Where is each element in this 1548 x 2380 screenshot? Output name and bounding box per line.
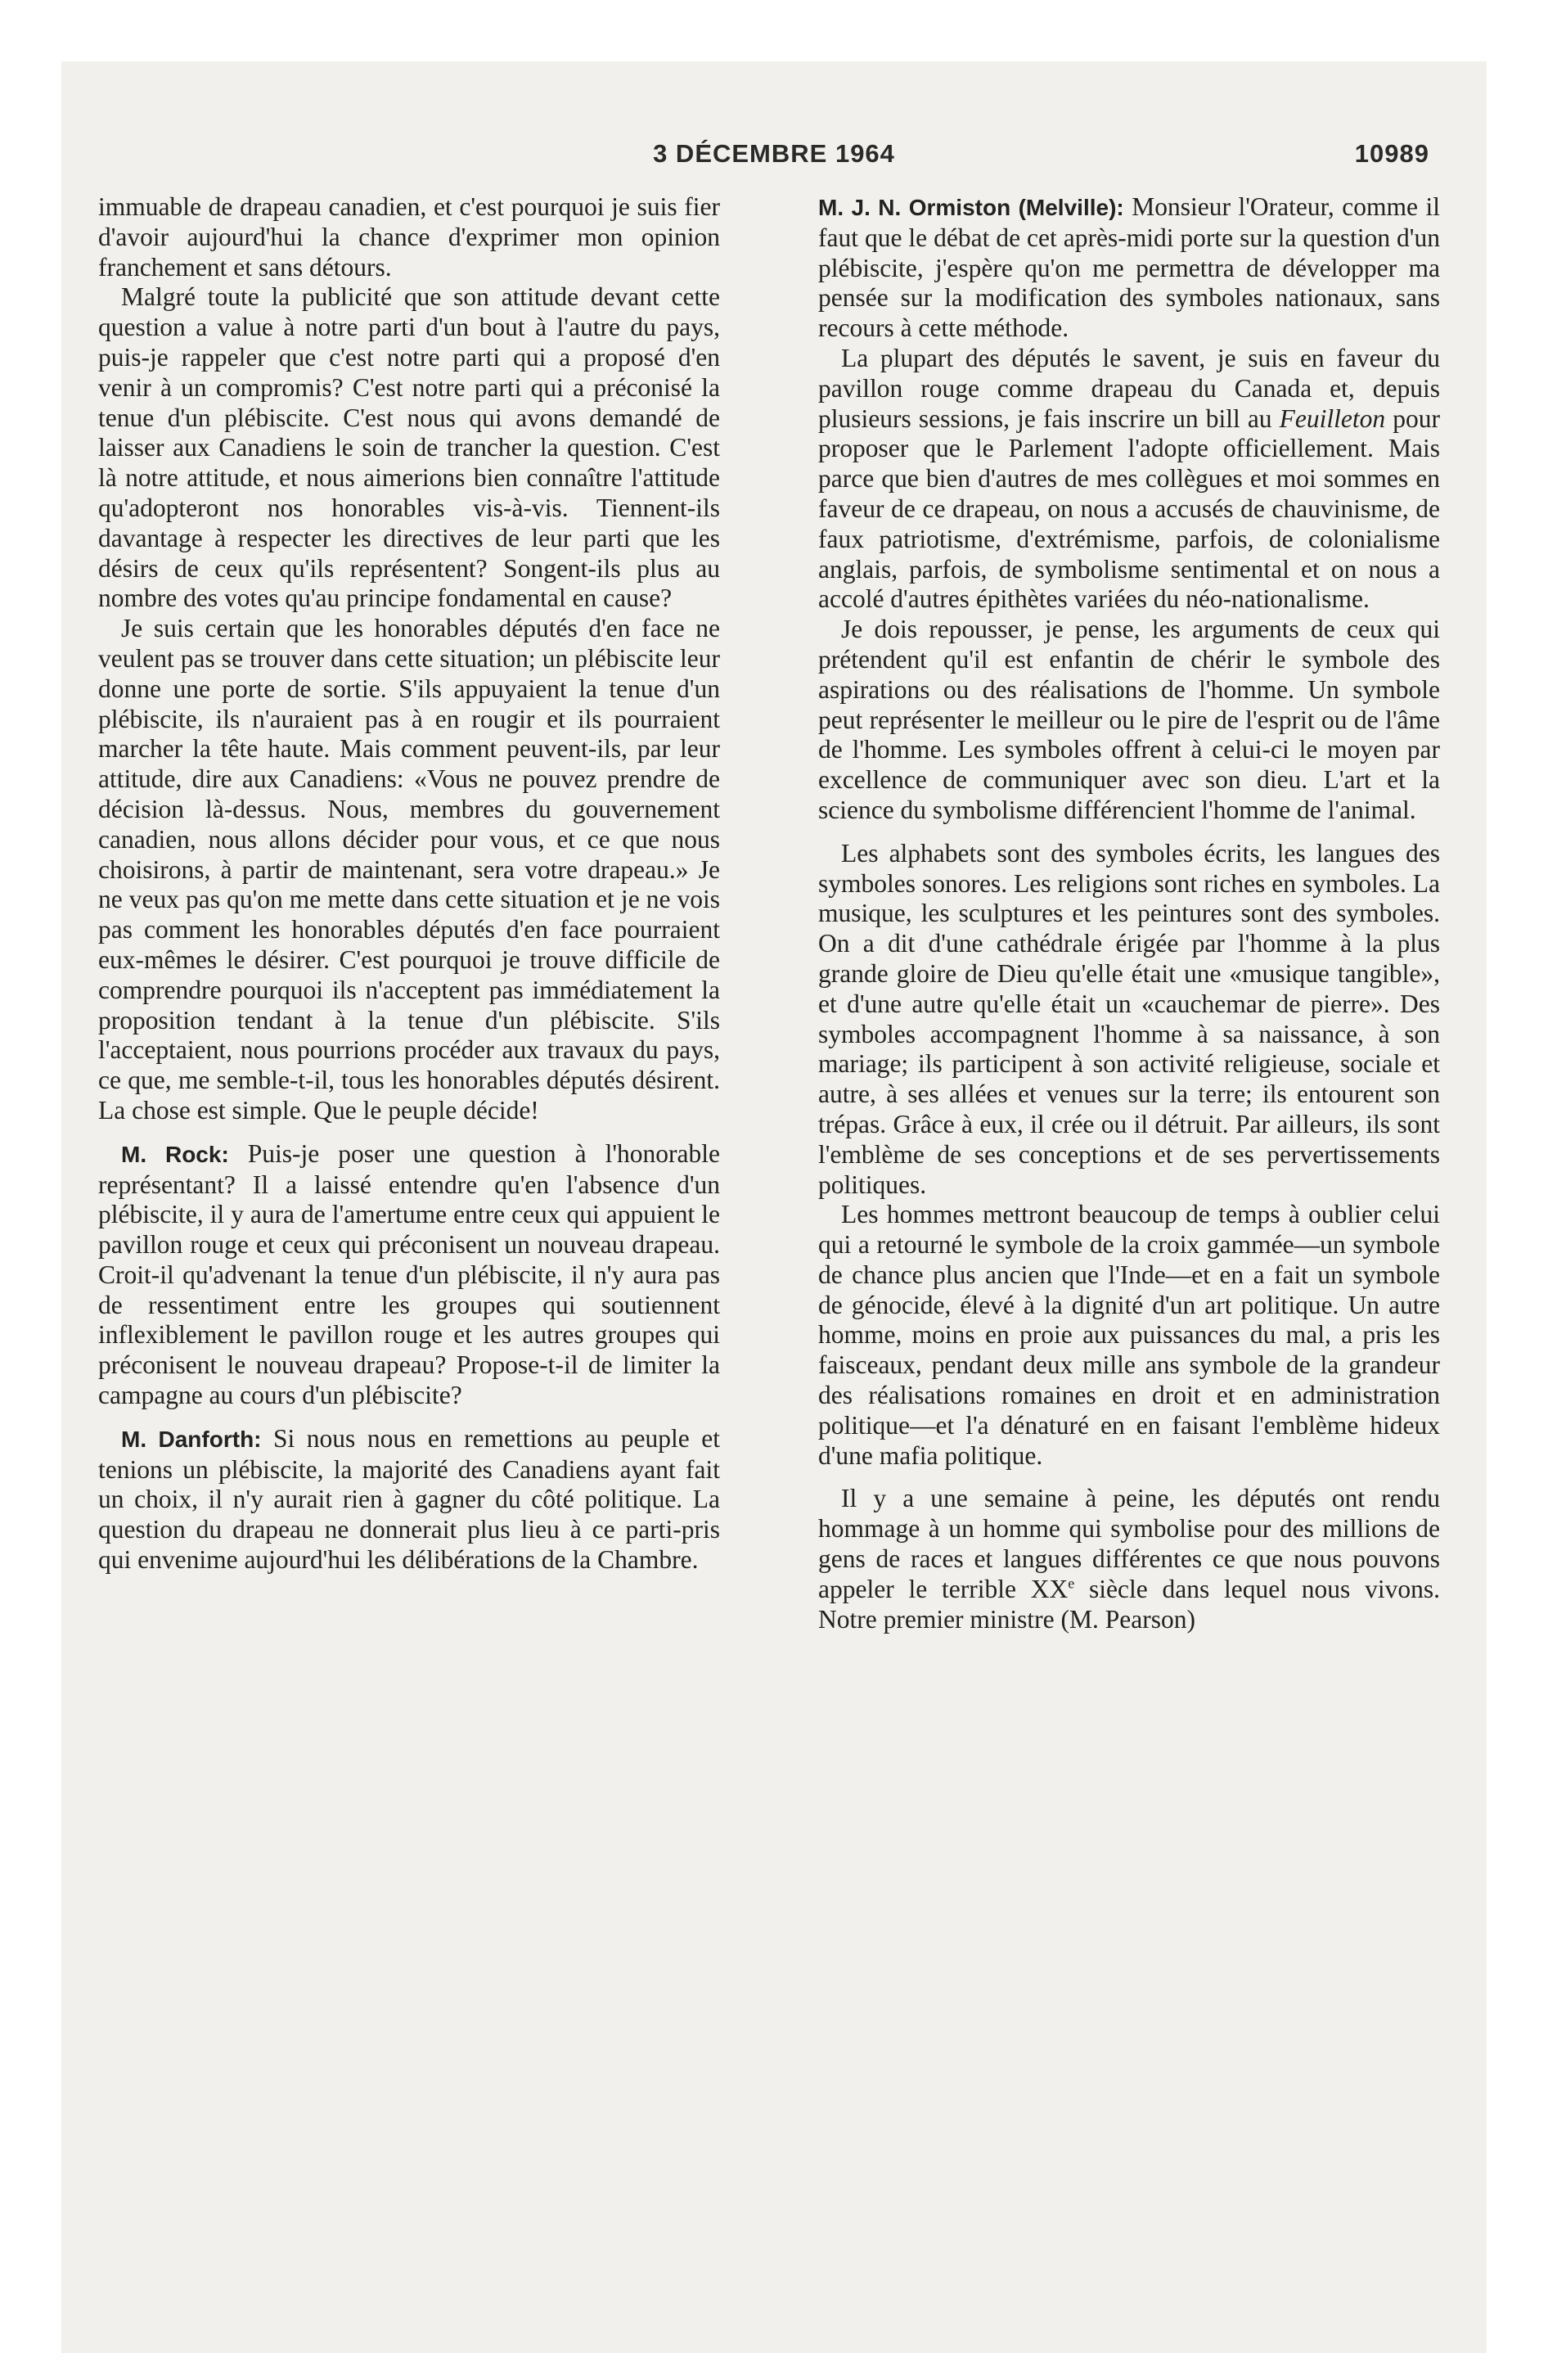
speaker-name: M. Rock:: [121, 1141, 229, 1167]
paragraph: Malgré toute la publicité que son attitude devant cette question a value à notre parti d'un bout à l'autre du pays, puis-je rappeler que c'est notre parti qui a proposé d'en venir à un compromis? C'est notre parti qui a préconisé la tenue d'un plébiscite. C'est nous qui avons demandé de laisser aux Canadiens le soin de trancher la question. C'est là notre attitude, et nous aimerions bien connaître l'attitude qu'adopteront nos honorables vis-à-vis. Tiennent-ils davantage à respecter les directives de leur parti que les désirs de ceux qu'ils représentent? Songent-ils plus au nombre des votes qu'au principe fondamental en cause?: [98, 282, 720, 613]
paragraph: [818, 344, 1440, 615]
speech-paragraph: [818, 192, 1440, 344]
speaker-name: M. J. N. Ormiston (Melville):: [818, 195, 1124, 220]
paragraph: immuable de drapeau canadien, et c'est pourquoi je suis fier d'avoir aujourd'hui la chance d'exprimer mon opinion franchement et sans détours.: [98, 192, 720, 282]
right-column: [818, 192, 1440, 1634]
speech-paragraph: [98, 1424, 720, 1575]
paragraph: Je suis certain que les honorables députés d'en face ne veulent pas se trouver dans cette situation; un plébiscite leur donne une porte de sortie. S'ils appuyaient la tenue d'un plébiscite, ils n'auraient pas à en rougir et ils pourraient marcher la tête haute. Mais comment peuvent-ils, par leur attitude, dire aux Canadiens: «Vous ne pouvez prendre de décision là-dessus. Nous, membres du gouvernement canadien, nous allons décider pour vous, et ce que nous choisirons, à partir de maintenant, sera votre drapeau.» Je ne veux pas qu'on me mette dans cette situation et je ne vois pas comment les honorables députés d'en face pourraient eux-mêmes le désirer. C'est pourquoi je trouve difficile de comprendre pourquoi ils n'acceptent pas immédiatement la proposition tendant à la tenue d'un plébiscite. S'ils l'acceptaient, nous pourrions procéder aux travaux du pays, ce que, me semble-t-il, tous les honorables députés désirent. La chose est simple. Que le peuple décide!: [98, 614, 720, 1125]
paragraph: Les alphabets sont des symboles écrits, les langues des symboles sonores. Les religions sont riches en symboles. La musique, les sculptures et les peintures sont des symboles. On a dit d'une cathédrale érigée par l'homme à la plus grande gloire de Dieu qu'elle était une «musique tangible», et d'une autre qu'elle était un «cauchemar de pierre». Des symboles accompagnent l'homme à sa naissance, à son mariage; ils participent à son activité religieuse, sociale et autre, à ses allées et venues sur la terre; ils entourent son trépas. Grâce à eux, il crée ou il détruit. Par ailleurs, ils sont l'emblème de ses conceptions et de ses pervertissements politiques.: [818, 838, 1440, 1199]
text-run: La plupart des députés le savent, je suis en faveur du pavillon rouge comme drapeau du Canada et, depuis plusieurs sessions, je fais inscrire un bill au: [818, 343, 1440, 433]
text-run: pour proposer que le Parlement l'adopte officiellement. Mais parce que bien d'autres de mes collègues et moi sommes en faveur de ce drapeau, on nous a accusés de chauvinisme, de faux patriotisme, d'extrémisme, parfois, de colonialisme anglais, parfois, de symbolisme sentimental et on nous a accolé d'autres épithètes variées du néo-nationalisme.: [818, 403, 1440, 614]
speaker-name: M. Danforth:: [121, 1426, 262, 1452]
paragraph: Les hommes mettront beaucoup de temps à oublier celui qui a retourné le symbole de la croix gammée—un symbole de chance plus ancien que l'Inde—et en a fait un symbole de génocide, élevé à la dignité d'un art politique. Un autre homme, moins en proie aux puissances du mal, a pris les faisceaux, pendant deux mille ans symbole de la grandeur des réalisations romaines en droit et en administration politique—et l'a dénaturé en en faisant l'emblème hideux d'une mafia politique.: [818, 1200, 1440, 1470]
speech-text: Monsieur l'Orateur, comme il faut que le débat de cet après-midi porte sur la question d'un plébiscite, j'espère qu'on me permettra de développer ma pensée sur la modification des symboles nationaux, sans recours à cette méthode.: [818, 192, 1440, 343]
speech-paragraph: [98, 1139, 720, 1411]
paragraph: Je dois repousser, je pense, les arguments de ceux qui prétendent qu'il est enfantin de chérir le symbole des aspirations ou des réalisations de l'homme. Un symbole peut représenter le meilleur ou le pire de l'esprit ou de l'âme de l'homme. Les symboles offrent à celui-ci le moyen par excellence de communiquer avec son dieu. L'art et la science du symbolisme différencient l'homme de l'animal.: [818, 615, 1440, 824]
speech-text: Si nous nous en remettions au peuple et tenions un plébiscite, la majorité des Canadiens ayant fait un choix, il n'y aurait rien à gagner du côté politique. La question du drapeau ne donnerait plus lieu à ce parti-pris qui envenime aujourd'hui les délibérations de la Chambre.: [98, 1423, 721, 1575]
hansard-page: [61, 61, 1487, 2353]
text-run: Il y a une semaine à peine, les députés ont rendu hommage à un homme qui symbolise pour des millions de gens de races et langues différentes ce que nous pouvons appeler le terrible XX: [818, 1484, 1440, 1603]
page-header: [61, 139, 1487, 188]
page-date: 3 DÉCEMBRE 1964: [653, 139, 895, 168]
text-run: siècle dans lequel nous vivons. Notre premier ministre (M. Pearson): [818, 1574, 1440, 1634]
speech-text: Puis-je poser une question à l'honorable représentant? Il a laissé entendre qu'en l'absence d'un plébiscite, il y aura de l'amertume entre ceux qui appuient le pavillon rouge et ceux qui préconisent un nouveau drapeau. Croit-il qu'advenant la tenue d'un plébiscite, il n'y aura pas de ressentiment entre les groupes qui soutiennent inflexiblement le pavillon rouge et les autres groupes qui préconisent le nouveau drapeau? Propose-t-il de limiter la campagne au cours d'un plébiscite?: [98, 1138, 720, 1410]
left-column: [98, 192, 720, 1575]
page-number: 10989: [1354, 139, 1429, 168]
italic-term: Feuilleton: [1279, 403, 1386, 433]
superscript: e: [1068, 1575, 1075, 1592]
paragraph: [818, 1484, 1440, 1634]
